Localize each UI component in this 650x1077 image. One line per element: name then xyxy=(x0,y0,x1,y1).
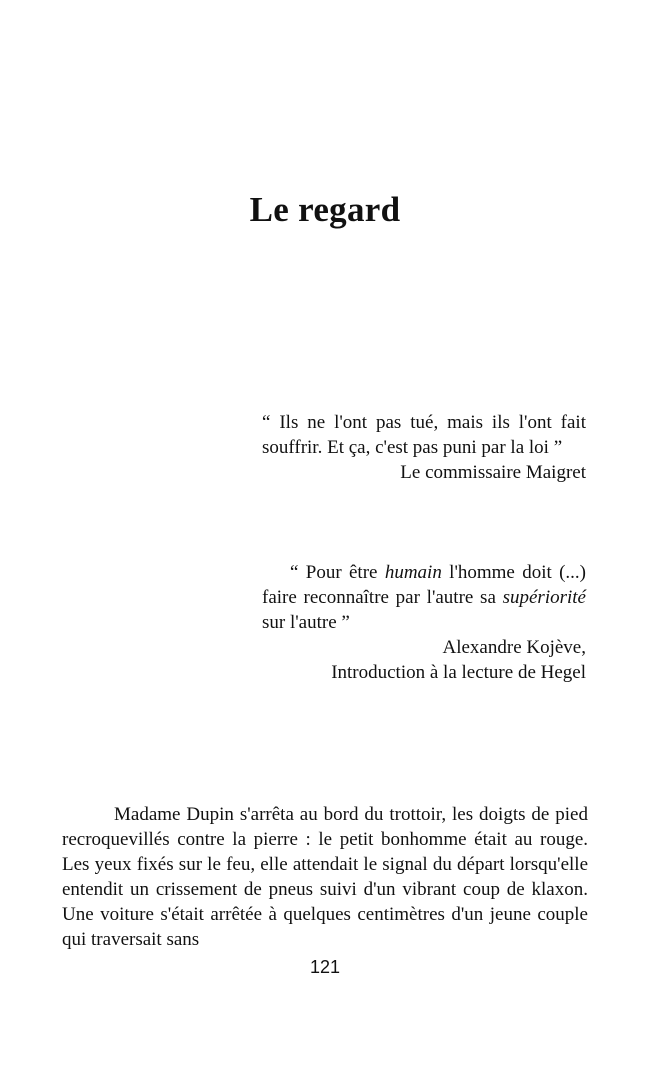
body-paragraph: Madame Dupin s'arrêta au bord du trottoir, les doigts de pied recroquevillés contre la pierre : le petit bonhomme était au rouge. Les yeux fixés sur le feu, elle attendait le signal du départ lorsqu'elle entendit un crissement de pneus suivi d'un vibrant coup de klaxon. Une voiture s'était arrêtée à quelques centimètres d'un jeune couple qui traversait sans xyxy=(62,804,588,950)
quote-text: sur l'autre ” xyxy=(262,612,350,633)
epigraph-quote xyxy=(262,560,586,635)
quote-text: l'homme doit (...) faire reconnaître par l'autre sa xyxy=(262,562,586,608)
epigraph-author: Alexandre Kojève, xyxy=(442,637,586,658)
quote-text: “ Pour être xyxy=(290,562,385,583)
epigraph-kojeve xyxy=(262,560,586,685)
page-number: 121 xyxy=(309,957,341,977)
quote-emphasis: supériorité xyxy=(502,587,586,608)
chapter-title: Le regard xyxy=(249,190,401,229)
quote-emphasis: humain xyxy=(384,562,442,583)
epigraph-work: Introduction à la lecture de Hegel xyxy=(331,662,586,683)
epigraph-quote: “ Ils ne l'ont pas tué, mais ils l'ont fait souffrir. Et ça, c'est pas puni par la loi ” xyxy=(262,412,586,458)
epigraph-attribution: Le commissaire Maigret xyxy=(400,462,586,483)
epigraph-maigret xyxy=(262,410,586,485)
